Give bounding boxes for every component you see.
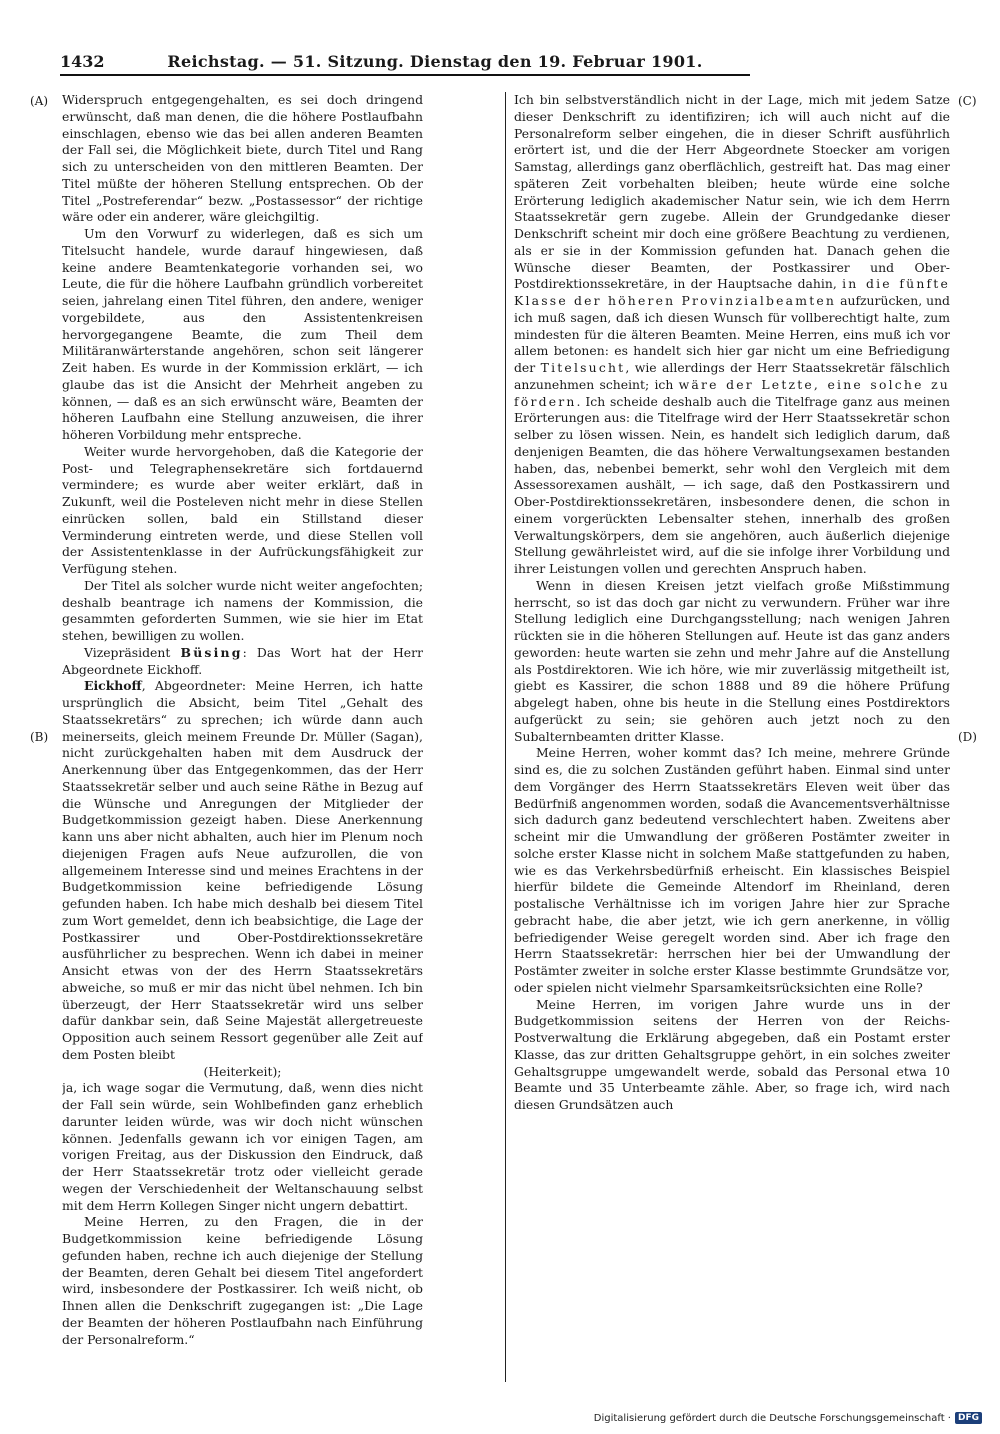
spaced-text: in die fünfte Klasse der höheren Provinzialbeamten xyxy=(514,276,950,308)
paragraph: Meine Herren, zu den Fragen, die in der Budgetkommission keine befriedigende Lösung gefunden haben, rechne ich auch diejenige der Stellung der Beamten, deren Gehalt bei diesem Titel angefordert wird, insbesondere der Postkassirer. Ich weiß nicht, ob Ihnen allen die Denkschrift zugegangen ist: „Die Lage der Beamten der höheren Postlaufbahn nach Einführung der Personalreform.“ xyxy=(62,1214,423,1347)
page-header xyxy=(60,52,750,74)
funding-note: Digitalisierung gefördert durch die Deutsche Forschungsgemeinschaft · xyxy=(593,1412,951,1424)
speech-text: , Abgeordneter: Meine Herren, ich hatte ursprünglich die Absicht, beim Titel „Gehalt des Staatssekretärs“ zu sprechen; ich würde dann auch meinerseits, gleich meinem Freunde Dr. Müller (Sagan), nicht zurückgehalten haben mit dem Ausdruck der Anerkennung über das Entgegenkommen, das der Herr Staatssekretär selber und auch seine Räthe in Bezug auf die Wünsche und Anregungen der Mitglieder der Budgetkommission gezeigt haben. Diese Anerkennung kann uns aber nicht abhalten, auch hier im Plenum noch diejenigen Fragen aufs Neue aufzurollen, die von allgemeinem Interesse sind und meines Erachtens in der Budgetkommission keine befriedigende Lösung gefunden haben. Ich habe mich deshalb bei diesem Titel zum Wort gemeldet, denn ich beabsichtige, die Lage der Postkassirer und Ober-Postdirektionssekretäre ausführlicher zu besprechen. Wenn ich dabei in meiner Ansicht etwas von der des Herrn Staatssekretärs abweiche, so muß er mir das nicht übel nehmen. Ich bin überzeugt, der Herr Staatssekretär wird uns selber dafür dankbar sein, daß Seine Majestät allergetreueste Opposition auch seinem Ressort gegenüber alle Zeit auf dem Posten bleibt xyxy=(62,678,423,1062)
paragraph: ja, ich wage sogar die Vermutung, daß, wenn dies nicht der Fall sein würde, sein Wohlbefinden ganz erheblich darunter leiden würde, was wir doch nicht wünschen können. Jedenfalls gewann ich vor einigen Tagen, am vorigen Freitag, aus der Diskussion den Eindruck, daß der Herr Staatssekretär trotz oder vielleicht gerade wegen der Verschiedenheit der Weltanschauung selbst mit dem Herrn Kollegen Singer nicht ungern debattirt. xyxy=(62,1080,423,1213)
speaker-name: Eickhoff xyxy=(84,678,142,694)
speaker-name: Büsing xyxy=(180,644,243,660)
speech-text: Das Wort hat der Herr Abgeordnete Eickhoff. xyxy=(62,644,423,677)
text-run: aufzurücken, und ich muß sagen, daß ich diesen Wunsch für vollberechtigt halte, zum mindesten für die älteren Beamten. Meine Herren, eins muß ich vor allem betonen: es handelt sich hier gar nicht um eine Befriedigung der xyxy=(514,293,950,375)
text-run: , wie allerdings der Herr Staatssekretär fälschlich anzunehmen scheint; ich xyxy=(514,360,950,392)
interjection: (Heiterkeit); xyxy=(203,1063,282,1079)
dfg-logo: DFG xyxy=(955,1412,982,1424)
margin-marker-a: (A) xyxy=(30,94,49,108)
running-title: Reichstag. — 51. Sitzung. Dienstag den 19. Februar 1901. xyxy=(167,52,703,71)
margin-marker-c: (C) xyxy=(958,94,977,108)
paragraph: Meine Herren, woher kommt das? Ich meine, mehrere Gründe sind es, die zu solchen Zuständen geführt haben. Einmal sind unter dem Vorgänger des Herrn Staatssekretärs Eleven weit über das Bedürfniß angenommen worden, sodaß die Avancementsverhältnisse sich dadurch ganz bedeutend verschlechtert haben. Zweitens aber scheint mir die Umwandlung der größeren Postämter zweiter in solche erster Klasse nicht in solchem Maße stattgefunden zu haben, wie es das Verkehrsbedürfniß erheischt. Ein klassisches Beispiel hierfür bildete die Gemeinde Altendorf im Rheinland, deren postalische Verhältnisse ich im vorigen Jahre hier zur Sprache gebracht habe, die aber jetzt, wie ich gern anerkenne, in völlig befriedigender Weise geregelt worden sind. Aber ich frage den Herrn Staatssekretär: herrschen hier bei der Umwandlung der Postämter zweiter in solche erster Klasse bestimmte Grundsätze vor, oder spielen nicht vielmehr Sparsamkeitsrücksichten eine Rolle? xyxy=(514,745,950,995)
text-run: Ich bin selbstverständlich nicht in der Lage, mich mit jedem Satze dieser Denkschrift zu identifiziren; ich will auch nicht auf die Personalreform selber eingehen, die in dieser Schrift ausführlich erörtert ist, und die der Herr Abgeordnete Stoecker am vorigen Samstag, allerdings ganz oberflächlich, gestreift hat. Das mag einer späteren Zeit vorbehalten bleiben; heute würde eine solche Erörterung lediglich akademischer Natur sein, wie ich dem Herrn Staatssekretär gern zugebe. Allein der Grundgedanke dieser Denkschrift scheint mir doch eine größere Beachtung zu verdienen, als er sie in der Kommission gefunden hat. Danach gehen die Wünsche dieser Beamten, der Postkassirer und Ober-Postdirektionssekretäre, in der Hauptsache dahin, xyxy=(514,92,950,292)
speaker-paragraph xyxy=(62,678,423,1063)
margin-marker-d: (D) xyxy=(958,730,977,744)
margin-marker-b: (B) xyxy=(30,730,49,744)
speaker-role: Vizepräsident xyxy=(84,644,171,660)
text-run: . Ich scheide deshalb auch die Titelfrage ganz aus meinen Erörterungen aus: die Titelfrage wird der Herr Staatssekretär schon selber zu lösen wissen. Nein, es handelt sich lediglich darum, daß denjenigen Beamten, die das höhere Verwaltungsexamen bestanden haben, das, nebenbei bemerkt, sehr wohl den Vergleich mit dem Assessorexamen aushält, — ich sage, daß den Postkassirern und Ober-Postdirektionssekretären, insbesondere denen, die schon in einem vorgerückten Lebensalter stehen, innerhalb des großen Verwaltungskörpers, dem sie angehören, auch äußerlich diejenige Stellung gewährleistet wird, auf die sie infolge ihrer Vorbildung und ihrer Leistungen vollen und gerechten Anspruch haben. xyxy=(514,393,950,576)
column-divider xyxy=(505,92,506,1382)
spaced-text: Titelsucht xyxy=(540,360,626,375)
paragraph: Um den Vorwurf zu widerlegen, daß es sich um Titelsucht handele, wurde darauf hingewiesen, daß keine andere Beamtenkategorie vorhanden sei, wo Leute, die für die höhere Laufbahn gründlich vorbereitet seien, jahrelang einen Titel führen, den andere, weniger vorgebildete, aus den Assistentenkreisen hervorgegangene Beamte, die zum Theil dem Militäranwärterstande angehören, schon seit längerer Zeit haben. Es wurde in der Kommission erklärt, — ich glaube das ist die Ansicht der Mehrheit angeben zu können, — daß es an sich erwünscht wäre, Beamten der höheren Laufbahn eine Stellung anzuweisen, die ihrer höheren Vorbildung mehr entspreche. xyxy=(62,226,423,442)
paragraph: Weiter wurde hervorgehoben, daß die Kategorie der Post- und Telegraphensekretäre sich fortdauernd vermindere; es wurde aber weiter erklärt, daß in Zukunft, weil die Posteleven nicht mehr in diese Stellen einrücken sollen, bald ein Stillstand dieser Verminderung eintreten werde, und diese Stellen voll der Assistentenklasse in der Aufrückungsfähigkeit zur Verfügung stehen. xyxy=(62,443,423,576)
spaced-text: wäre der Letzte, eine solche zu fördern xyxy=(514,376,950,409)
page-number: 1432 xyxy=(60,52,105,71)
footer-credit xyxy=(594,1412,982,1424)
paragraph xyxy=(514,92,950,578)
paragraph: Widerspruch entgegengehalten, es sei doch dringend erwünscht, daß man denen, die die höhere Postlaufbahn einschlagen, ebenso wie das bei allen anderen Beamten der Fall sei, die Möglichkeit biete, durch Titel und Rang sich zu unterscheiden von den mittleren Beamten. Der Titel müßte der höheren Stellung entsprechen. Ob der Titel „Postreferendar“ bezw. „Postassessor“ der richtige wäre oder ein anderer, wäre gleichgiltig. xyxy=(62,92,423,225)
paragraph: Wenn in diesen Kreisen jetzt vielfach große Mißstimmung herrscht, so ist das doch gar nicht zu verwundern. Früher war ihre Stellung lediglich eine Durchgangsstellung; nach wenigen Jahren rückten sie in die höheren Stellungen auf. Heute ist das ganz anders geworden: heute warten sie zehn und mehr Jahre auf die Anstellung als Postdirektoren. Wie ich höre, wie mir zuverlässig mitgetheilt ist, giebt es Kassirer, die schon 1888 und 89 die höhere Prüfung abgelegt haben, ohne bis heute in die Stellung eines Postdirektors aufgerückt zu sein; sie gehören auch jetzt noch zu den Subalternbeamten dritter Klasse. xyxy=(514,577,950,744)
right-column xyxy=(514,92,950,1382)
left-column xyxy=(62,92,423,1382)
speaker-paragraph: Vizepräsident Büsing: Das Wort hat der Herr Abgeordnete Eickhoff. xyxy=(62,644,423,677)
paragraph: Der Titel als solcher wurde nicht weiter angefochten; deshalb beantrage ich namens der Kommission, die gesammten geforderten Summen, wie sie hier im Etat stehen, bewilligen zu wollen. xyxy=(62,577,423,643)
header-rule xyxy=(60,74,750,76)
paragraph: Meine Herren, im vorigen Jahre wurde uns in der Budgetkommission seitens der Herren von der Reichs-Postverwaltung die Erklärung abgegeben, daß ein Postamt erster Klasse, das zur dritten Gehaltsgruppe gehört, in ein solches zweiter Gehaltsgruppe umgewandelt werde, sobald das Personal etwa 10 Beamte und 35 Unterbeamte zähle. Aber, so frage ich, wird nach diesen Grundsätzen auch xyxy=(514,996,950,1112)
